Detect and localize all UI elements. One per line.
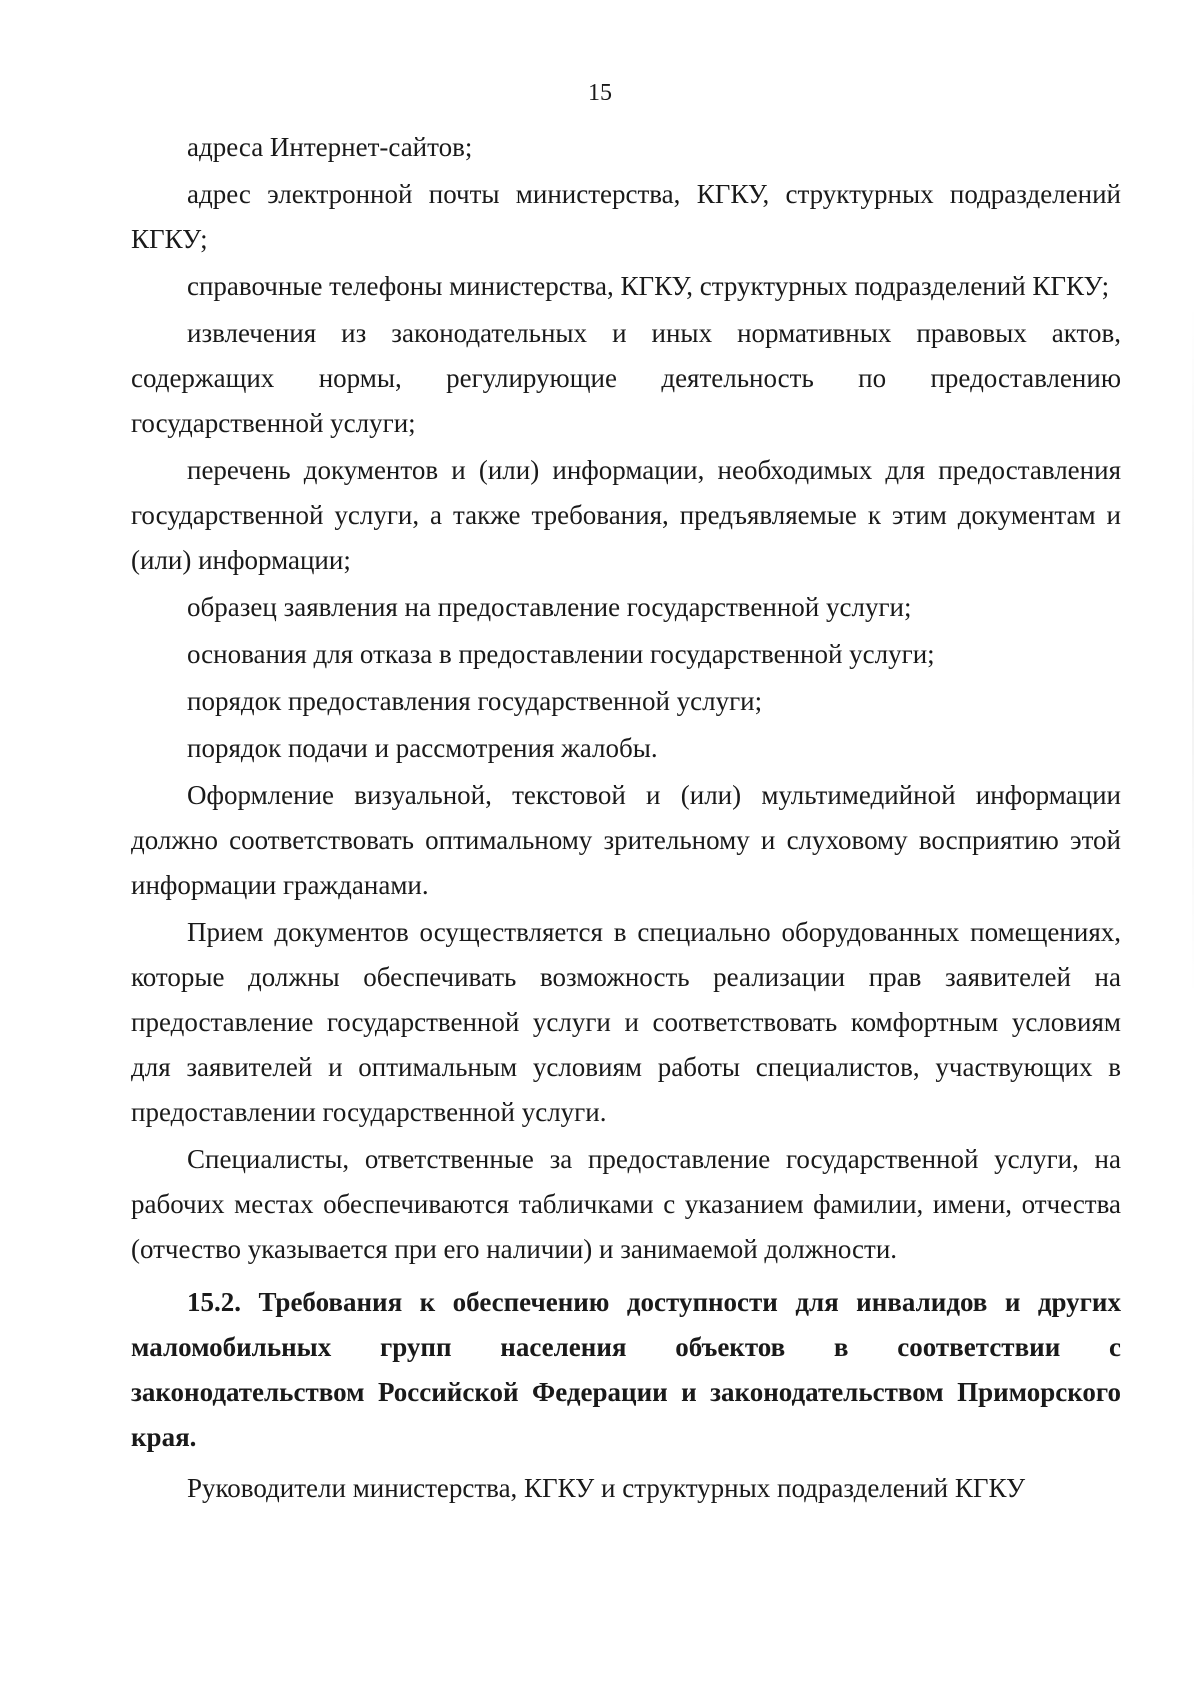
paragraph-websites: адреса Интернет-сайтов;	[187, 132, 473, 162]
paragraph-email: адрес электронной почты министерства, КГКУ, структурных подразделений КГКУ;	[131, 179, 1121, 254]
section-heading: 15.2. Требования к обеспечению доступности для инвалидов и других маломобильных групп населения объектов в соответствии с законодательством Российской Федерации и законодательством Приморского края.	[131, 1287, 1121, 1452]
paragraph-document-list: перечень документов и (или) информации, необходимых для предоставления государственной услуги, а также требования, предъявляемые к этим документам и (или) информации;	[131, 455, 1121, 575]
paragraph-specialists: Специалисты, ответственные за предоставление государственной услуги, на рабочих местах обеспечиваются табличками с указанием фамилии, имени, отчества (отчество указывается при его наличии) и занимаемой должности.	[131, 1144, 1121, 1264]
paragraph-document-reception: Прием документов осуществляется в специально оборудованных помещениях, которые должны обеспечивать возможность реализации прав заявителей на предоставление государственной услуги и соответствовать комфортным условиям для заявителей и оптимальным условиям работы специалистов, участвующих в предоставлении государственной услуги.	[131, 917, 1121, 1127]
paragraph-application-sample: образец заявления на предоставление государственной услуги;	[187, 592, 912, 622]
paragraph-extracts: извлечения из законодательных и иных нормативных правовых актов, содержащих нормы, регулирующие деятельность по предоставлению государственной услуги;	[131, 318, 1121, 438]
paragraph-information-design: Оформление визуальной, текстовой и (или) мультимедийной информации должно соответствовать оптимальному зрительному и слуховому восприятию этой информации гражданами.	[131, 780, 1121, 900]
paragraph-phones: справочные телефоны министерства, КГКУ, структурных подразделений КГКУ;	[187, 271, 1110, 301]
paragraph-refusal-grounds: основания для отказа в предоставлении государственной услуги;	[187, 639, 935, 669]
scan-edge-shadow	[1192, 300, 1194, 1000]
page-body	[131, 125, 1121, 1513]
paragraph-managers: Руководители министерства, КГКУ и структурных подразделений КГКУ	[187, 1473, 1026, 1503]
page-number: 15	[588, 80, 612, 106]
paragraph-complaint-procedure: порядок подачи и рассмотрения жалобы.	[187, 733, 658, 763]
paragraph-service-procedure: порядок предоставления государственной услуги;	[187, 686, 763, 716]
